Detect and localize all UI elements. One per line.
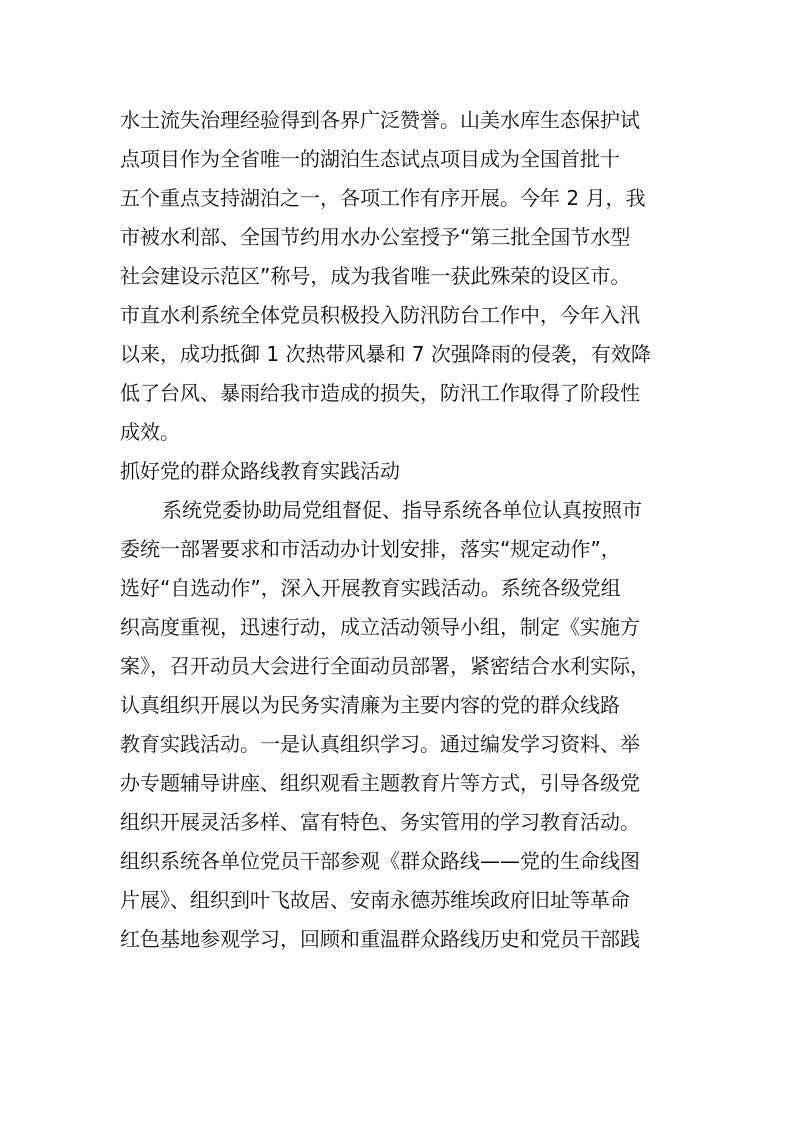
paragraph-line: 办专题辅导讲座、组织观看主题教育片等方式，引导各级党 — [120, 771, 640, 795]
paragraph-line: 片展》、组织到叶飞故居、安南永德苏维埃政府旧址等革命 — [120, 888, 630, 912]
paragraph-line: 组织系统各单位党员干部参观《群众路线——党的生命线图 — [120, 849, 640, 873]
paragraph-line: 成效。 — [120, 420, 180, 444]
paragraph-line: 系统党委协助局党组督促、指导系统各单位认真按照市 — [162, 498, 642, 522]
paragraph-line: 织高度重视，迅速行动，成立活动领导小组，制定《实施方 — [120, 615, 640, 639]
paragraph-line: 组织开展灵活多样、富有特色、务实管用的学习教育活动。 — [120, 810, 640, 834]
paragraph-line: 委统一部署要求和市活动办计划安排，落实“规定动作”， — [120, 537, 621, 561]
paragraph-line: 市直水利系统全体党员积极投入防汛防台工作中，今年入汛 — [120, 303, 640, 327]
section-heading: 抓好党的群众路线教育实践活动 — [120, 459, 400, 483]
paragraph-line: 认真组织开展以为民务实清廉为主要内容的党的群众线路 — [120, 693, 620, 717]
paragraph-line: 社会建设示范区”称号，成为我省唯一获此殊荣的设区市。 — [120, 264, 631, 288]
paragraph-line: 低了台风、暴雨给我市造成的损失，防汛工作取得了阶段性 — [120, 381, 640, 405]
paragraph-line: 教育实践活动。一是认真组织学习。通过编发学习资料、举 — [120, 732, 640, 756]
paragraph-line: 水土流失治理经验得到各界广泛赞誉。山美水库生态保护试 — [120, 108, 640, 132]
paragraph-line: 市被水利部、全国节约用水办公室授予“第三批全国节水型 — [120, 225, 631, 249]
paragraph-line: 案》，召开动员大会进行全面动员部署，紧密结合水利实际， — [120, 654, 650, 678]
paragraph-line: 五个重点支持湖泊之一，各项工作有序开展。今年 2 月，我 — [120, 186, 646, 210]
paragraph-line: 红色基地参观学习，回顾和重温群众路线历史和党员干部践 — [120, 927, 640, 951]
paragraph-line: 选好“自选动作”，深入开展教育实践活动。系统各级党组 — [120, 576, 621, 600]
paragraph-line: 以来，成功抵御 1 次热带风暴和 7 次强降雨的侵袭，有效降 — [120, 342, 651, 366]
paragraph-line: 点项目作为全省唯一的湖泊生态试点项目成为全国首批十 — [120, 147, 620, 171]
